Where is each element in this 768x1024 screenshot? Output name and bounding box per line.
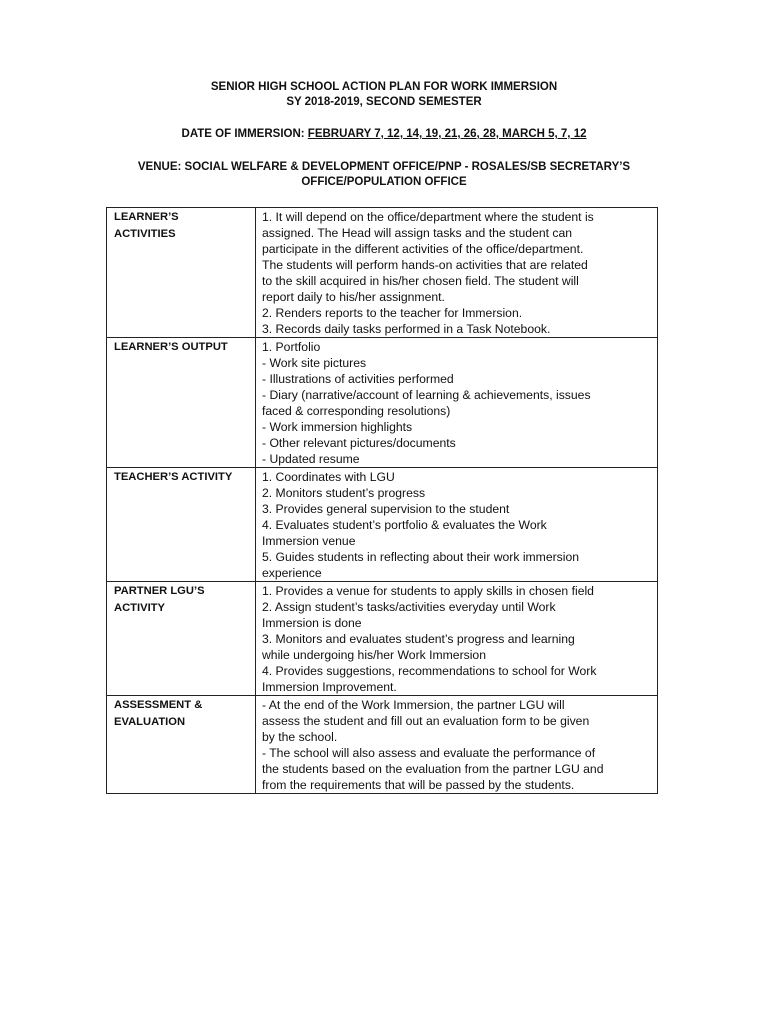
row-description	[256, 208, 658, 338]
description-line: - Illustrations of activities performed	[262, 372, 454, 386]
row-description	[256, 696, 658, 794]
school-year: SY 2018-2019, SECOND SEMESTER	[286, 96, 482, 108]
row-label-line: LEARNER’S	[114, 211, 179, 223]
description-line: 1. It will depend on the office/department where the student is	[262, 210, 594, 224]
description-line: - Diary (narrative/account of learning & achievements, issues	[262, 388, 591, 402]
row-label-line: PARTNER LGU’S	[114, 585, 205, 597]
row-label-line: TEACHER’S ACTIVITY	[114, 471, 233, 483]
description-line: 1. Provides a venue for students to apply skills in chosen field	[262, 584, 594, 598]
table-row	[107, 582, 658, 696]
description-line: to the skill acquired in his/her chosen field. The student will	[262, 274, 579, 288]
description-line: by the school.	[262, 730, 338, 744]
description-line: 4. Evaluates student’s portfolio & evaluates the Work	[262, 518, 547, 532]
description-line: - Work immersion highlights	[262, 420, 413, 434]
row-label-line: ACTIVITY	[114, 602, 165, 614]
description-line: Immersion is done	[262, 616, 362, 630]
description-line: while undergoing his/her Work Immersion	[262, 648, 486, 662]
description-line: 2. Assign student’s tasks/activities everyday until Work	[262, 600, 556, 614]
venue-line-2: OFFICE/POPULATION OFFICE	[301, 176, 467, 188]
description-line: 3. Provides general supervision to the student	[262, 502, 510, 516]
description-line: - At the end of the Work Immersion, the partner LGU will	[262, 698, 565, 712]
row-label	[107, 208, 256, 338]
row-label	[107, 696, 256, 794]
description-line: report daily to his/her assignment.	[262, 290, 445, 304]
description-line: The students will perform hands-on activities that are related	[262, 258, 588, 272]
row-label-line: EVALUATION	[114, 716, 186, 728]
description-line: - The school will also assess and evaluate the performance of	[262, 746, 596, 760]
row-label-line: ASSESSMENT &	[114, 699, 203, 711]
description-line: 4. Provides suggestions, recommendations to school for Work	[262, 664, 597, 678]
table-row	[107, 468, 658, 582]
row-description	[256, 582, 658, 696]
description-line: participate in the different activities of the office/department.	[262, 242, 584, 256]
table-row	[107, 696, 658, 794]
description-line: assess the student and fill out an evaluation form to be given	[262, 714, 590, 728]
row-label	[107, 582, 256, 696]
description-line: faced & corresponding resolutions)	[262, 404, 451, 418]
description-line: experience	[262, 566, 322, 580]
row-description	[256, 468, 658, 582]
row-label-line: ACTIVITIES	[114, 228, 176, 240]
row-description	[256, 338, 658, 468]
description-line: 2. Monitors student’s progress	[262, 486, 426, 500]
description-line: the students based on the evaluation from the partner LGU and	[262, 762, 604, 776]
venue-line-1: VENUE: SOCIAL WELFARE & DEVELOPMENT OFFICE/PNP - ROSALES/SB SECRETARY’S	[137, 161, 631, 173]
description-line: Immersion venue	[262, 534, 356, 548]
date-label: DATE OF IMMERSION:	[181, 128, 308, 140]
document-title: SENIOR HIGH SCHOOL ACTION PLAN FOR WORK IMMERSION	[210, 81, 558, 93]
description-line: assigned. The Head will assign tasks and the student can	[262, 226, 573, 240]
action-plan-table-body	[107, 208, 658, 794]
description-line: 1. Coordinates with LGU	[262, 470, 395, 484]
description-line: 3. Records daily tasks performed in a Task Notebook.	[262, 322, 551, 336]
description-line: - Updated resume	[262, 452, 360, 466]
table-row	[107, 338, 658, 468]
date-value: FEBRUARY 7, 12, 14, 19, 21, 26, 28, MARCH 5, 7, 12	[307, 128, 587, 140]
description-line: - Other relevant pictures/documents	[262, 436, 456, 450]
description-line: 3. Monitors and evaluates student’s progress and learning	[262, 632, 575, 646]
row-label-line: LEARNER’S OUTPUT	[114, 341, 228, 353]
document-header	[100, 80, 668, 110]
description-line: 1. Portfolio	[262, 340, 321, 354]
immersion-venue	[100, 160, 668, 190]
description-line: 2. Renders reports to the teacher for Immersion.	[262, 306, 523, 320]
description-line: Immersion Improvement.	[262, 680, 397, 694]
description-line: 5. Guides students in reflecting about their work immersion	[262, 550, 580, 564]
row-label	[107, 338, 256, 468]
row-label	[107, 468, 256, 582]
action-plan-table	[106, 207, 658, 794]
immersion-dates	[100, 127, 668, 142]
table-row	[107, 208, 658, 338]
description-line: from the requirements that will be passed by the students.	[262, 778, 575, 792]
description-line: - Work site pictures	[262, 356, 367, 370]
